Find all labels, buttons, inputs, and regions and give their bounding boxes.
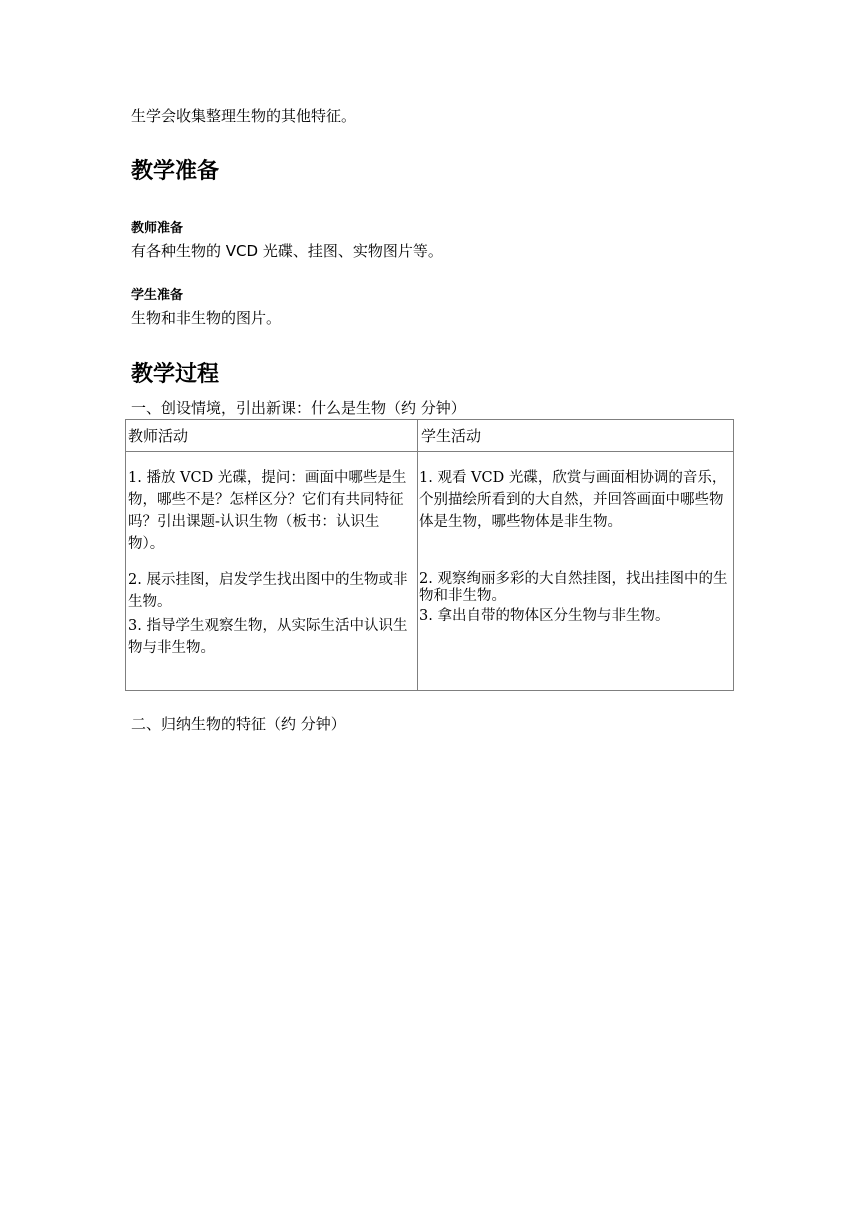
- teacher-item-3: 3. 指导学生观察生物，从实际生活中认识生物与非生物。: [128, 618, 408, 656]
- student-item-1: 1. 观看 VCD 光碟，欣赏与画面相协调的音乐，个别描绘所看到的大自然，并回答画面中哪些物体是生物，哪些物体是非生物。: [419, 470, 727, 530]
- teacher-prep-label: 教师准备: [131, 221, 184, 236]
- process-heading: 教学过程: [131, 362, 220, 387]
- table-header-divider: [126, 451, 733, 452]
- student-item-2: 2. 观察绚丽多彩的大自然挂图，找出挂图中的生物和非生物。: [419, 571, 728, 604]
- teacher-item-2: 2. 展示挂图，启发学生找出图中的生物或非生物。: [128, 572, 408, 610]
- table-column-divider: [417, 420, 418, 690]
- student-activity-header: 学生活动: [421, 427, 482, 445]
- student-prep-text: 生物和非生物的图片。: [131, 309, 282, 327]
- activity-table: [125, 419, 734, 691]
- teacher-activity-header: 教师活动: [128, 427, 189, 445]
- prep-heading: 教学准备: [131, 159, 220, 184]
- student-prep-label: 学生准备: [131, 288, 184, 303]
- section2-title: 二、归纳生物的特征（约 分钟）: [131, 715, 346, 733]
- teacher-prep-text: 有各种生物的 VCD 光碟、挂图、实物图片等。: [131, 242, 443, 260]
- teacher-item-1: 1. 播放 VCD 光碟，提问：画面中哪些是生物，哪些不是？怎样区分？它们有共同特征吗？引出课题-认识生物（板书：认识生物）。: [128, 470, 407, 552]
- section1-title: 一、创设情境，引出新课：什么是生物（约 分钟）: [131, 399, 466, 417]
- student-item-3: 3. 拿出自带的物体区分生物与非生物。: [419, 608, 670, 624]
- intro-line: 生学会收集整理生物的其他特征。: [131, 107, 357, 125]
